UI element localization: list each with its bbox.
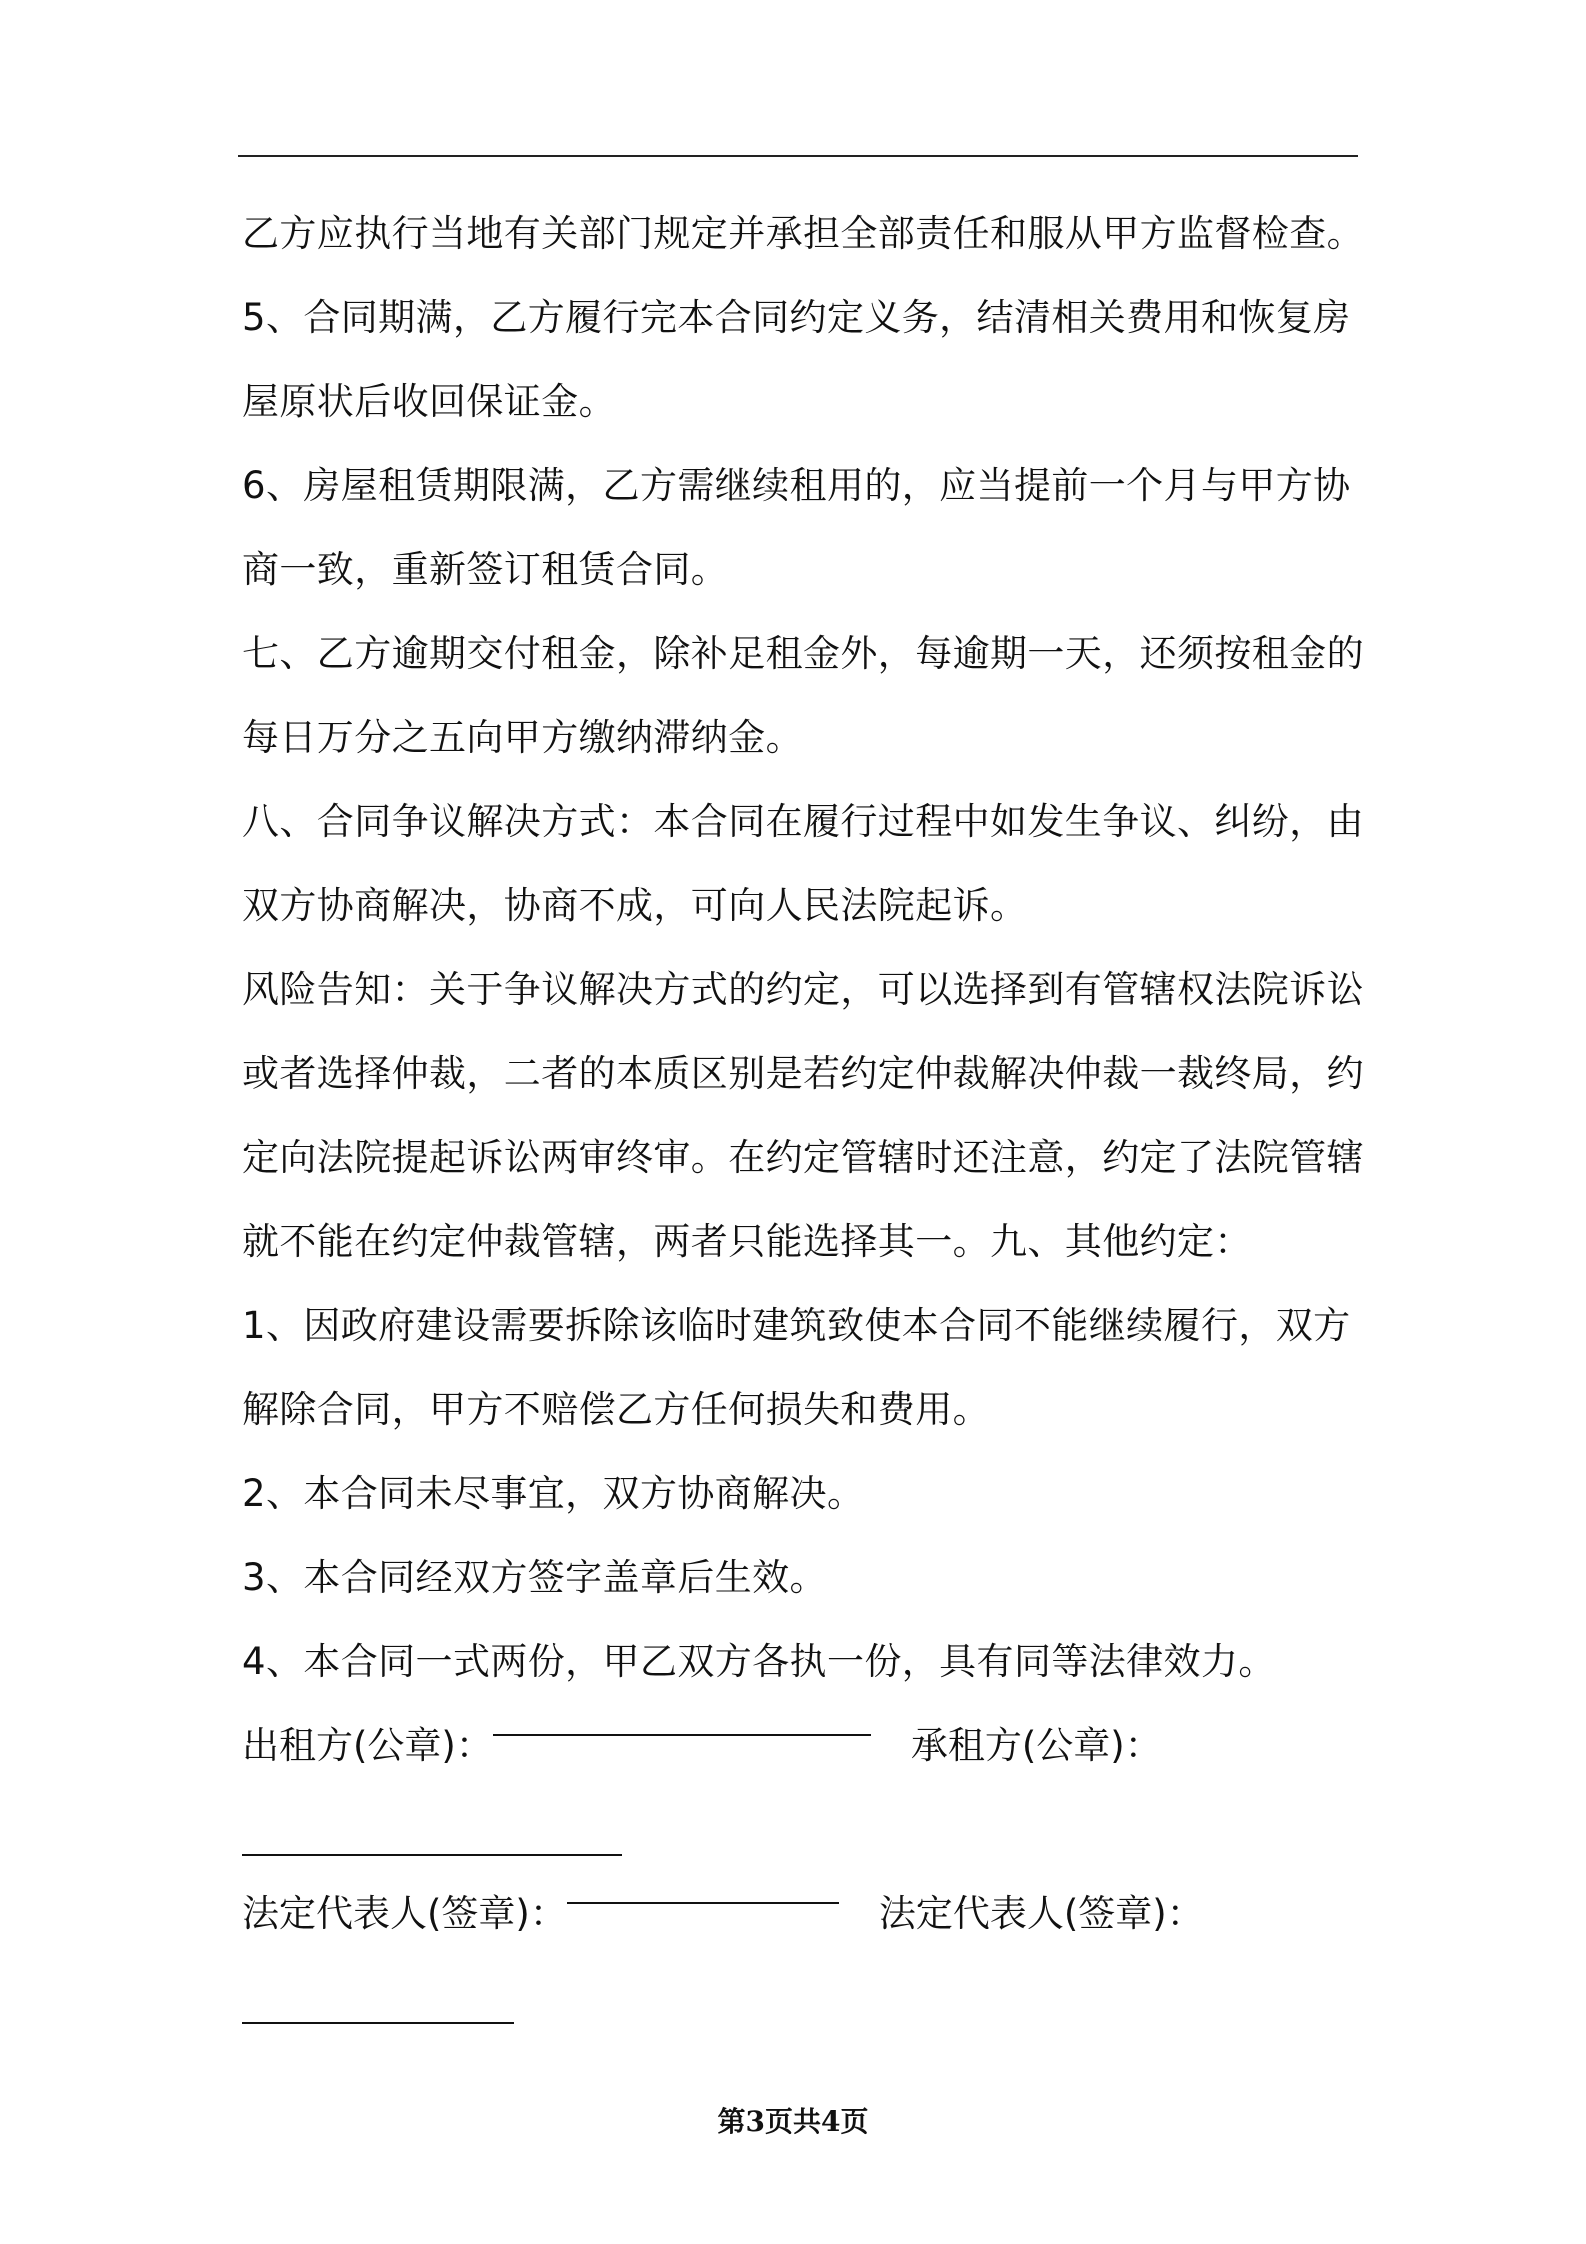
paragraph-line: 七、乙方逾期交付租金，除补足租金外，每逾期一天，还须按租金的 (242, 632, 1364, 675)
header-rule (238, 155, 1358, 157)
paragraph-line: 商一致，重新签订租赁合同。 (242, 548, 729, 591)
contract-body (242, 192, 1362, 2040)
lessor-seal-label: 出租方(公章)： (242, 1724, 493, 1767)
paragraph-line: 4、本合同一式两份，甲乙双方各执一份，具有同等法律效力。 (242, 1640, 1276, 1683)
paragraph-line: 定向法院提起诉讼两审终审。在约定管辖时还注意，约定了法院管辖 (242, 1136, 1364, 1179)
paragraph-line: 2、本合同未尽事宜，双方协商解决。 (242, 1472, 865, 1515)
rep-right-line (242, 1956, 1362, 2040)
lessor-seal-blank (493, 1704, 871, 1736)
paragraph-line: 就不能在约定仲裁管辖，两者只能选择其一。九、其他约定： (242, 1220, 1252, 1263)
rep-left-label: 法定代表人(签章)： (242, 1892, 567, 1935)
lessee-seal-blank (242, 1824, 622, 1856)
signature-row-parties (242, 1704, 1362, 1788)
paragraph-line: 每日万分之五向甲方缴纳滞纳金。 (242, 716, 803, 759)
rep-left-blank (567, 1872, 839, 1904)
paragraph-line: 风险告知：关于争议解决方式的约定，可以选择到有管辖权法院诉讼 (242, 968, 1364, 1011)
paragraph-line: 屋原状后收回保证金。 (242, 380, 616, 423)
paragraph-line: 双方协商解决，协商不成，可向人民法院起诉。 (242, 884, 1028, 927)
lessee-seal-line (242, 1788, 1362, 1872)
paragraph-line: 八、合同争议解决方式：本合同在履行过程中如发生争议、纠纷，由 (242, 800, 1364, 843)
signature-row-representatives (242, 1872, 1362, 1956)
rep-right-label: 法定代表人(签章)： (878, 1892, 1204, 1935)
paragraph-line: 3、本合同经双方签字盖章后生效。 (242, 1556, 827, 1599)
lessee-seal-label: 承租方(公章)： (910, 1724, 1162, 1767)
paragraph-line: 5、合同期满，乙方履行完本合同约定义务，结清相关费用和恢复房 (242, 296, 1351, 339)
paragraph-line: 乙方应执行当地有关部门规定并承担全部责任和服从甲方监督检查。 (242, 212, 1364, 255)
paragraph-line: 或者选择仲裁，二者的本质区别是若约定仲裁解决仲裁一裁终局，约 (242, 1052, 1364, 1095)
paragraph-line: 1、因政府建设需要拆除该临时建筑致使本合同不能继续履行，双方 (242, 1304, 1351, 1347)
paragraph-line: 6、房屋租赁期限满，乙方需继续租用的，应当提前一个月与甲方协 (242, 464, 1351, 507)
rep-right-blank (242, 1992, 514, 2024)
paragraph-line: 解除合同，甲方不赔偿乙方任何损失和费用。 (242, 1388, 990, 1431)
page-number: 第3页共4页 (717, 2105, 869, 2138)
